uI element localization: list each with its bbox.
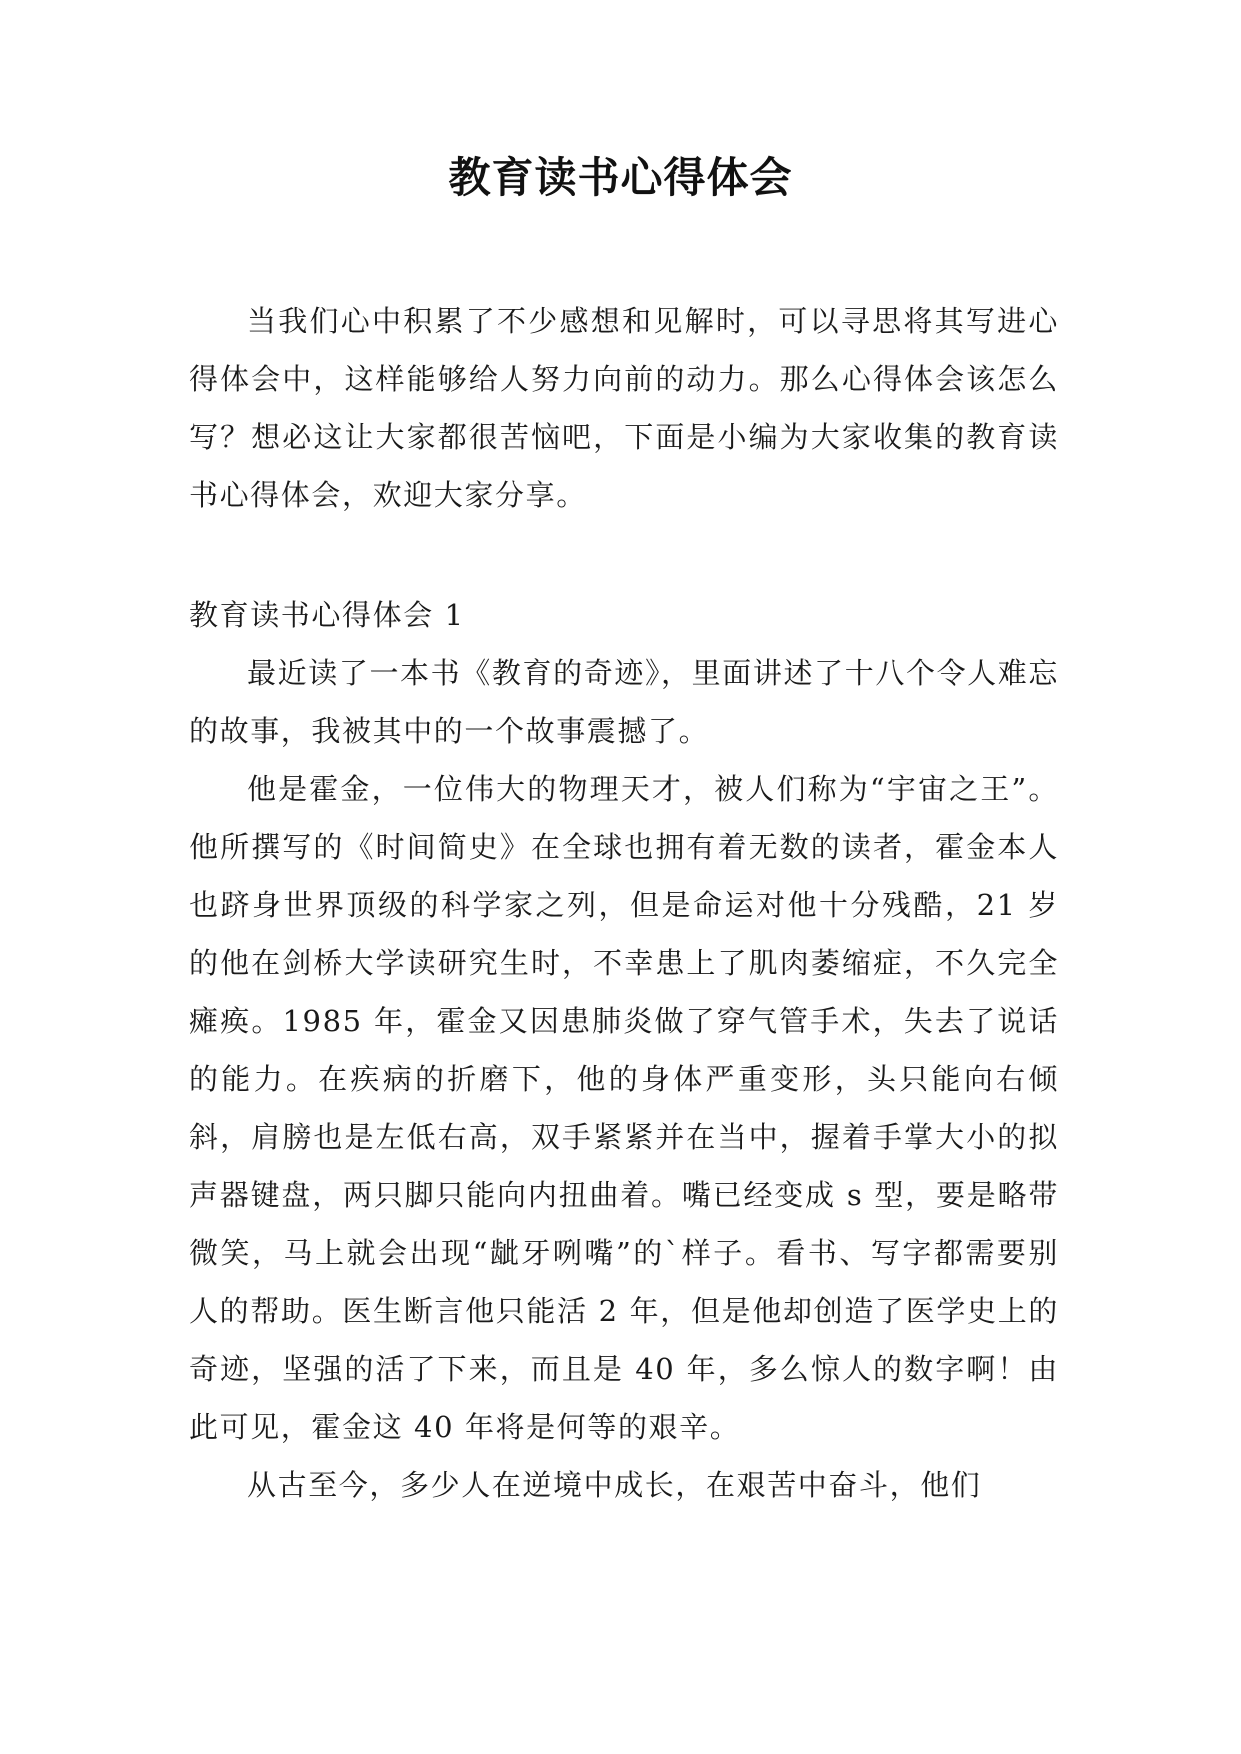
body-paragraph-1: 最近读了一本书《教育的奇迹》，里面讲述了十八个令人难忘的故事，我被其中的一个故事震撼了。 <box>189 656 1059 748</box>
section-heading: 教育读书心得体会 1 <box>189 598 465 632</box>
document-title: 教育读书心得体会 <box>448 153 793 202</box>
document-body <box>189 292 1059 1514</box>
intro-paragraph: 当我们心中积累了不少感想和见解时，可以寻思将其写进心得体会中，这样能够给人努力向前的动力。那么心得体会该怎么写？想必这让大家都很苦恼吧，下面是小编为大家收集的教育读书心得体会，欢迎大家分享。 <box>189 304 1059 512</box>
body-paragraph-2: 他是霍金，一位伟大的物理天才，被人们称为“宇宙之王”。他所撰写的《时间简史》在全球也拥有着无数的读者，霍金本人也跻身世界顶级的科学家之列，但是命运对他十分残酷，21 岁的他在剑桥大学读研究生时，不幸患上了肌肉萎缩症，不久完全瘫痪。1985 年，霍金又因患肺炎做了穿气管手术，失去了说话的能力。在疾病的折磨下，他的身体严重变形，头只能向右倾斜，肩膀也是左低右高，双手紧紧并在当中，握着手掌大小的拟声器键盘，两只脚只能向内扭曲着。嘴已经变成 s 型，要是略带微笑，马上就会出现“龇牙咧嘴”的`样子。看书、写字都需要别人的帮助。医生断言他只能活 2 年，但是他却创造了医学史上的奇迹，坚强的活了下来，而且是 40 年，多么惊人的数字啊！由此可见，霍金这 40 年将是何等的艰辛。 <box>189 772 1059 1444</box>
body-paragraph-3: 从古至今，多少人在逆境中成长，在艰苦中奋斗，他们 <box>247 1468 982 1502</box>
